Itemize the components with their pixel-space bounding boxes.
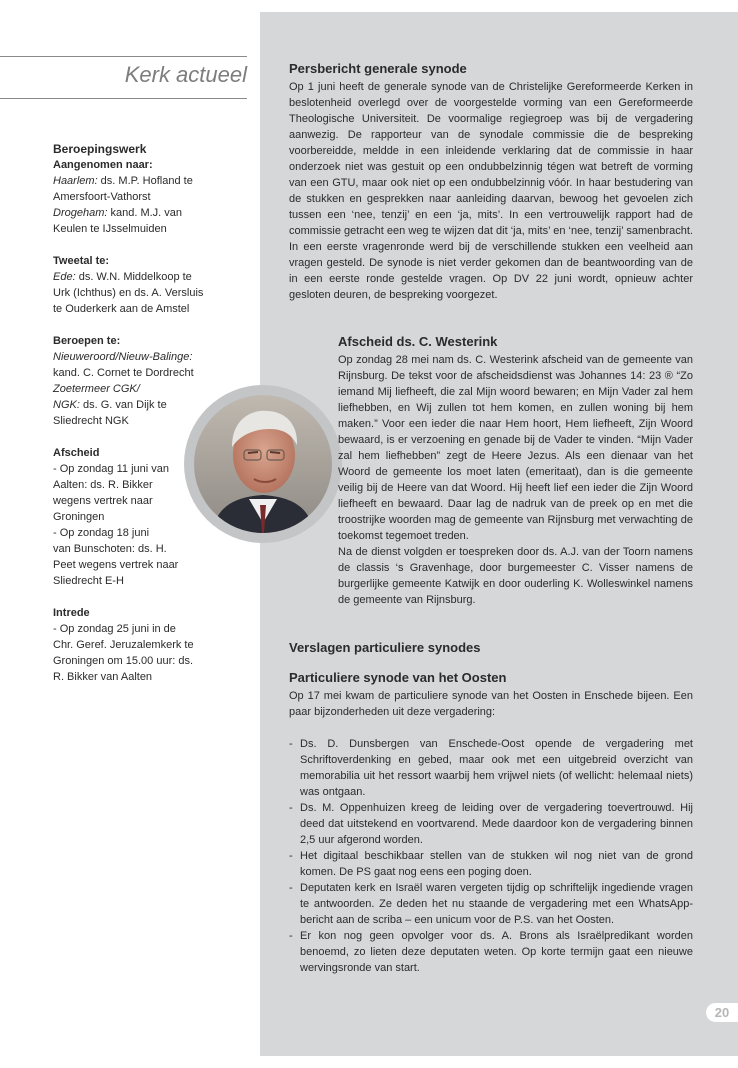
- afscheid-title: Afscheid ds. C. Westerink: [338, 334, 498, 349]
- verslagen-article: [289, 640, 693, 976]
- sidebar-line: Urk (Ichthus) en ds. A. Versluis: [53, 287, 204, 299]
- list-item: - Er kon nog geen opvolger voor ds. A. Brons als Israëlpredikant worden benoemd, zo lieten deze deputaten weten. Op korte termijn gaat een nieuwe wervingsronde van start.: [289, 928, 693, 976]
- sidebar-line: Aalten: ds. R. Bikker: [53, 479, 153, 491]
- page-number: 20: [706, 1003, 738, 1022]
- sidebar-line: - Op zondag 18 juni: [53, 527, 150, 539]
- sidebar-line: kand. C. Cornet te Dordrecht: [53, 367, 194, 379]
- persbericht-body: Op 1 juni heeft de generale synode van de Christelijke Gereformeerde Kerken in beslotenheid overlegd over de voorgestelde vorming van een Gereformeerde Theologische Universiteit. De voormalige regiegroep was bij de vergadering aanwezig. De rapporteur van de synodale commissie die de bespreking voorbereidde, meldde in een inleidende verklaring dat de commissie in haar onderzoek niet was gestuit op een ondubbelzinnig tégen wat betreft de vorming van een GTU, maar ook niet op een ondubbelzinnig vóór. In haar bestudering van de stukken en gesprekken naar aanleiding daarvan, bewoog het gevoelen zich tussen een ‘nee, tenzij’ en een ‘ja, mits’. In een vertrouwelijk rapport had de commissie getracht een weg te wijzen dat dit ‘ja, mits’ en ‘nee, tenzij’ samenbracht. In een eerste vragenronde werd bij de verschillende stukken een veelheid aan vragen gesteld. De synode is niet verder gekomen dan de beantwoording van de in een eerste ronde gestelde vragen. Op DV 22 juni wordt, opnieuw achter gesloten deuren, de bespreking voorgezet.: [289, 81, 693, 301]
- afscheid-body-1: Op zondag 28 mei nam ds. C. Westerink afscheid van de gemeente van Rijnsburg. De tekst voor de afscheidsdienst was Johannes 14: 23 ® “Zo iemand Mij liefheeft, die zal Mijn woord bewaren; en Mijn Vader zal hem liefhebben, en Wij zullen tot hem komen, en zullen woning bij hem maken.” Voor een ieder die naar Hem hoort, Hem liefheeft, Zijn Woord bewaard, is er verzoening en genade bij de Vader te vinden. “Mijn Vader zal hem liefhebben” zegt de Heere Jezus. Als een dienaar van het Woord de gemeente los moet laten (emeritaat), dan is die gemeente veilig bij de Heere van dat Woord. Hij heeft lief een ieder die Zijn Woord liefheeft en bewaard. Daar lag de nadruk van de preek op en met die troostrijke woorden mag de gemeente van Rijnsburg met verwachting de toekomst tegemoet treden.: [338, 354, 693, 542]
- sidebar-line: - Op zondag 11 juni van: [53, 463, 169, 475]
- sidebar-line: Peet wegens vertrek naar: [53, 559, 179, 571]
- verslagen-subtitle: Particuliere synode van het Oosten: [289, 670, 507, 685]
- persbericht-article: [289, 61, 693, 303]
- sidebar-line: Drogeham: kand. M.J. van: [53, 207, 183, 219]
- sidebar-line: Amersfoort-Vathorst: [53, 191, 151, 203]
- aangenomen-block: [53, 157, 253, 237]
- sidebar-line: NGK: ds. G. van Dijk te: [53, 399, 167, 411]
- header-rule-bottom: [0, 98, 247, 99]
- sidebar-line: - Op zondag 25 juni in de: [53, 623, 176, 635]
- aangenomen-label: Aangenomen naar:: [53, 159, 153, 171]
- verslagen-list: [289, 736, 693, 976]
- afscheid-label: Afscheid: [53, 447, 100, 459]
- sidebar-line: Sliedrecht E-H: [53, 575, 124, 587]
- sidebar-line: Nieuweroord/Nieuw-Balinge:: [53, 351, 193, 363]
- header-rule-top: [0, 56, 247, 57]
- tweetal-block: [53, 253, 253, 317]
- verslagen-title: Verslagen particuliere synodes: [289, 640, 481, 655]
- intrede-block: [53, 605, 253, 685]
- portrait-photo: [194, 395, 332, 533]
- beroepen-label: Beroepen te:: [53, 335, 121, 347]
- sidebar-line: R. Bikker van Aalten: [53, 671, 153, 683]
- verslagen-intro: Op 17 mei kwam de particuliere synode van het Oosten in Enschede bijeen. Een paar bijzonderheden uit deze vergadering:: [289, 690, 693, 718]
- persbericht-title: Persbericht generale synode: [289, 61, 467, 76]
- portrait-image: [194, 395, 332, 533]
- list-item: - Het digitaal beschikbaar stellen van de stukken wil nog niet van de grond komen. De PS gaat nog eens een poging doen.: [289, 848, 693, 880]
- afscheid-body-2: Na de dienst volgden er toespreken door ds. A.J. van der Toorn namens de classis ‘s Gravenhage, door burgemeester C. Visser namens de burgerlijke gemeente Katwijk en door ouderling K. Wolleswinkel namens de gemeente van Rijnsburg.: [338, 546, 693, 606]
- sidebar-line: Groningen: [53, 511, 105, 523]
- sidebar-line: van Bunschoten: ds. H.: [53, 543, 167, 555]
- sidebar-line: Keulen te IJsselmuiden: [53, 223, 167, 235]
- list-item: - Deputaten kerk en Israël waren vergeten tijdig op schriftelijk ingediende vragen te antwoorden. Ze deden het nu staande de vergadering met een WhatsApp-bericht aan de scriba – een unicum voor de P.S. van het Oosten.: [289, 880, 693, 928]
- sidebar-line: Chr. Geref. Jeruzalemkerk te: [53, 639, 194, 651]
- afscheid-article: [338, 334, 693, 608]
- sidebar-heading: Beroepingswerk: [53, 142, 147, 156]
- section-title: Kerk actueel: [124, 62, 247, 87]
- sidebar-line: Haarlem: ds. M.P. Hofland te: [53, 175, 193, 187]
- sidebar-line: Ede: ds. W.N. Middelkoop te: [53, 271, 192, 283]
- list-item: - Ds. D. Dunsbergen van Enschede-Oost opende de vergadering met Schriftoverdenking en gebed, maar ook met een uitgebreid overzicht van memorabilia uit het ressort waarbij hem vrijwel niets (of wellicht: helemaal niets) was ontgaan.: [289, 736, 693, 800]
- intrede-label: Intrede: [53, 607, 90, 619]
- sidebar-line: Zoetermeer CGK/: [53, 383, 140, 395]
- sidebar-line: Sliedrecht NGK: [53, 415, 129, 427]
- sidebar-line: Groningen om 15.00 uur: ds.: [53, 655, 194, 667]
- list-item: - Ds. M. Oppenhuizen kreeg de leiding over de vergadering toevertrouwd. Hij deed dat uitstekend en voortvarend. Mede daardoor kon de vergadering binnen 2,5 uur afgerond worden.: [289, 800, 693, 848]
- tweetal-label: Tweetal te:: [53, 255, 110, 267]
- sidebar-line: wegens vertrek naar: [53, 495, 153, 507]
- sidebar-line: te Ouderkerk aan de Amstel: [53, 303, 190, 315]
